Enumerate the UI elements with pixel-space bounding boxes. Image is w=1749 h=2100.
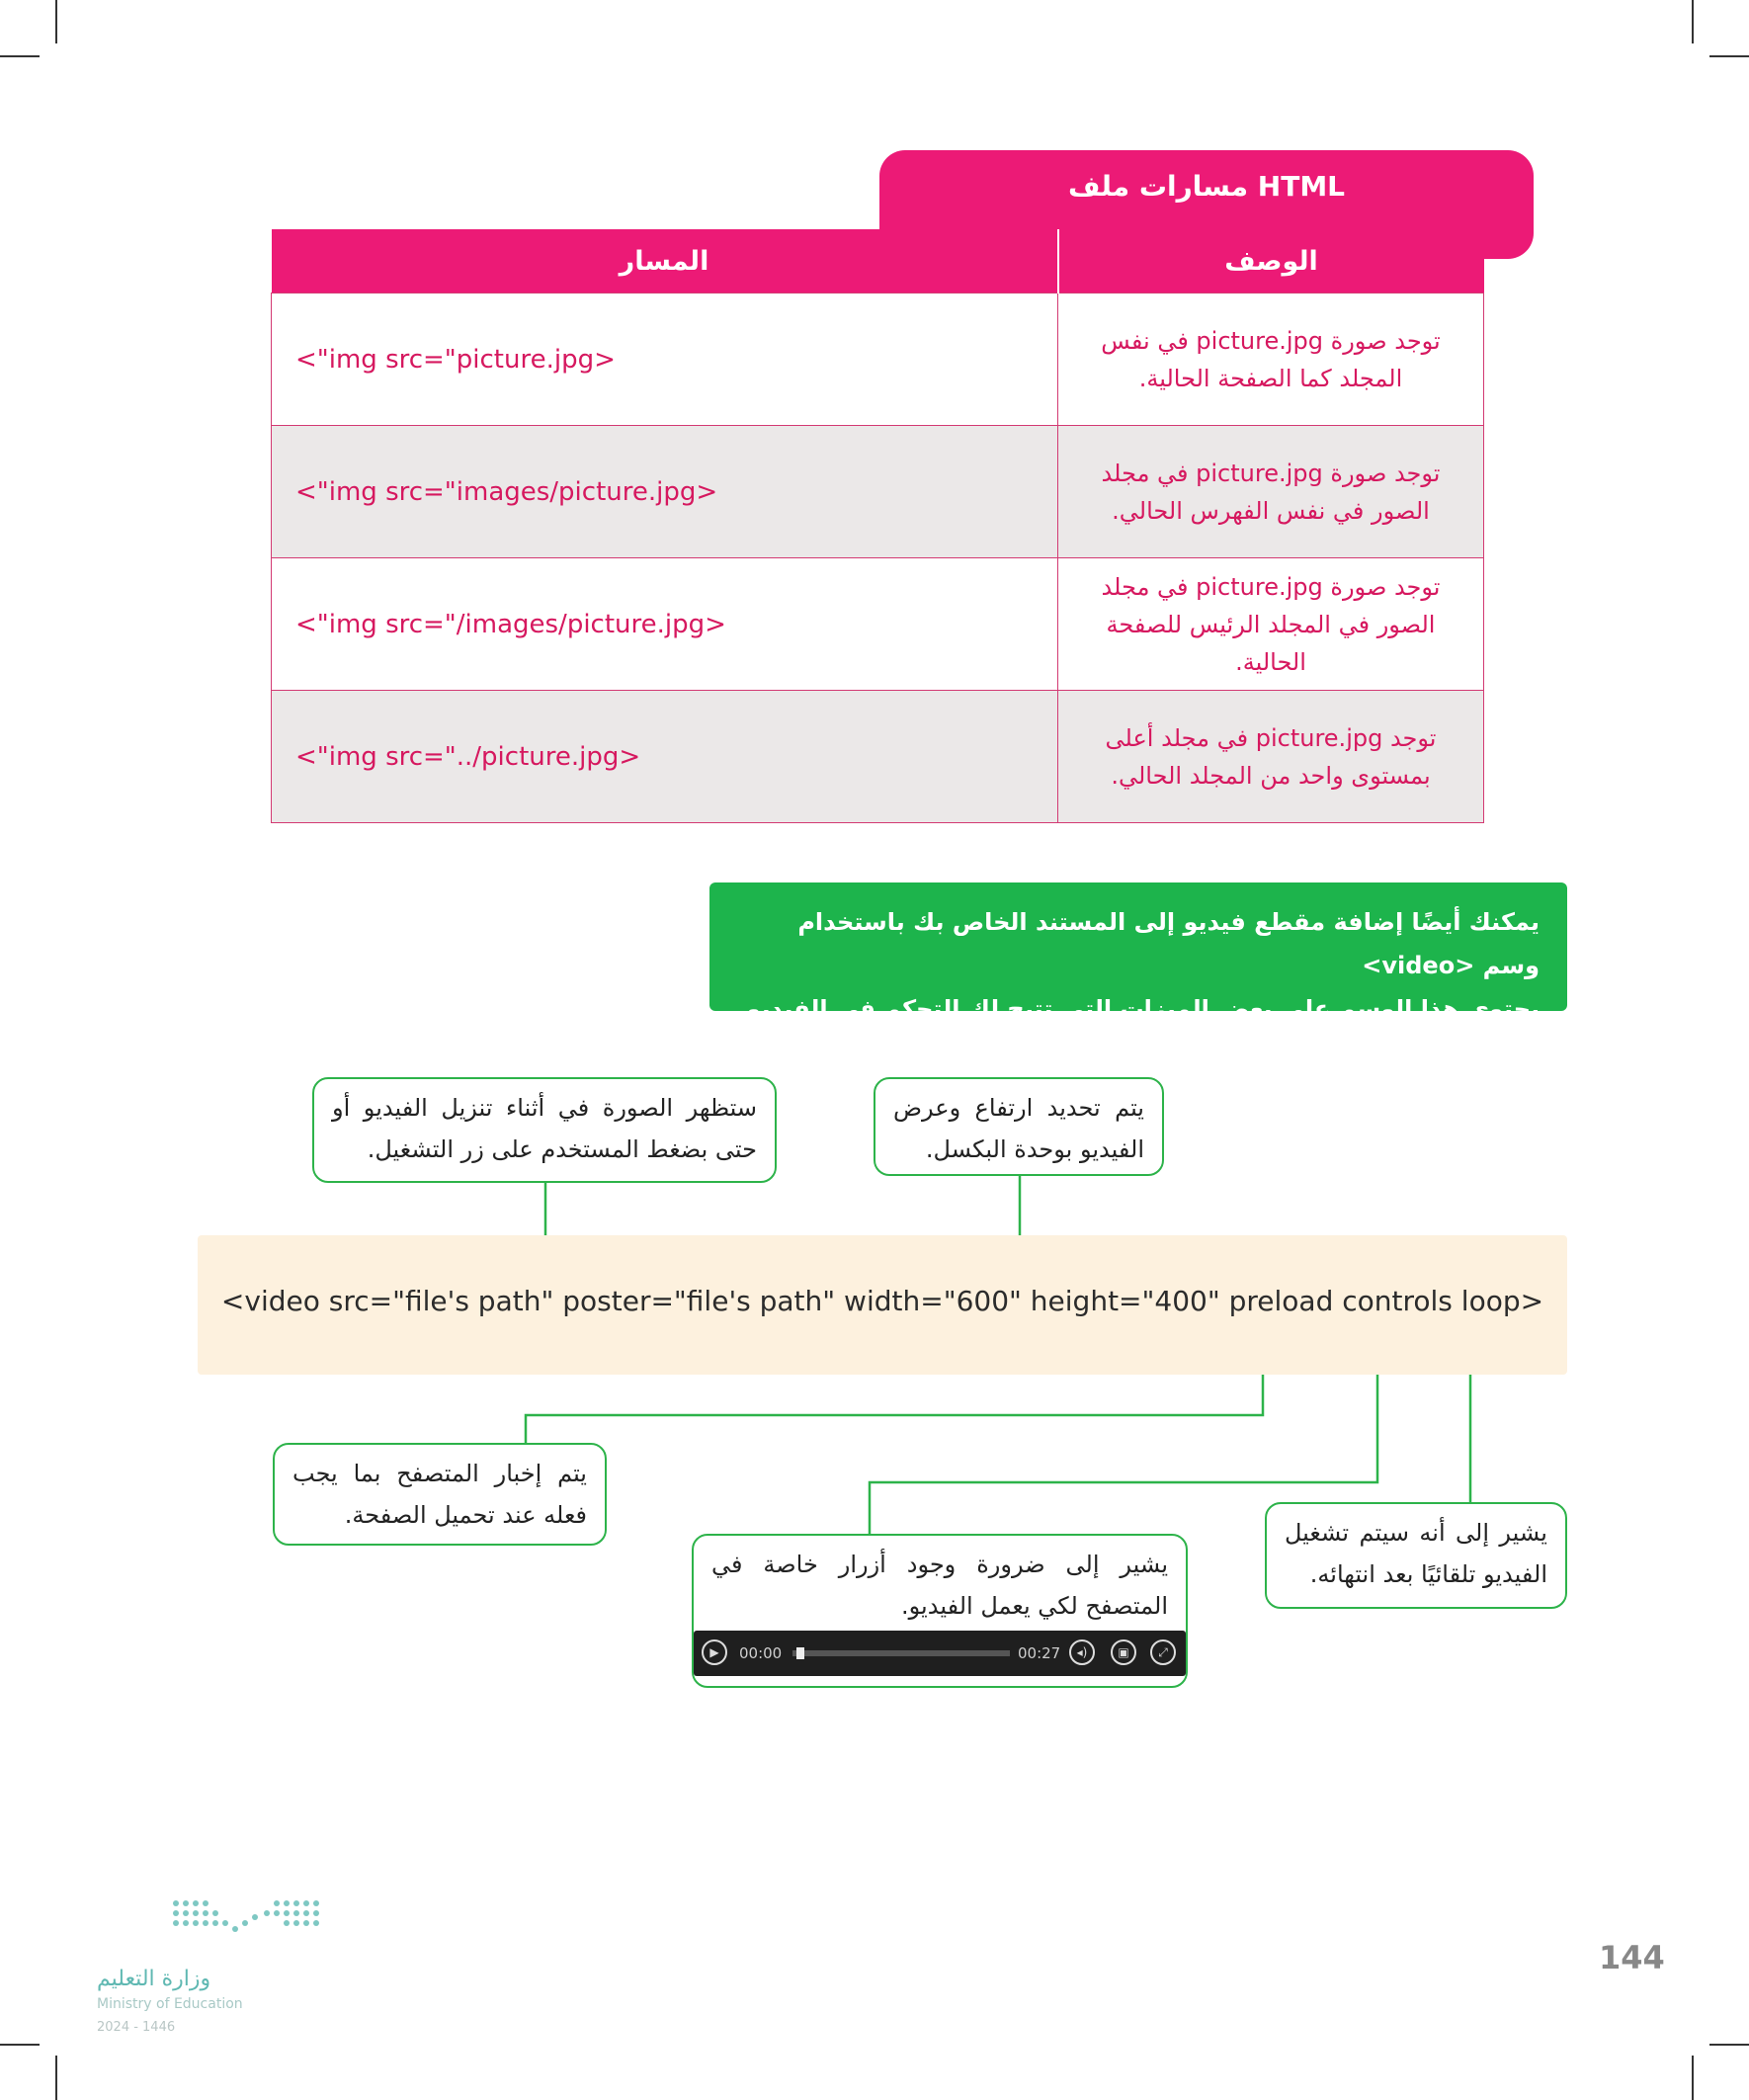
row-path: <"img src="../picture.jpg>: [272, 691, 1058, 823]
callout-controls-text: يشير إلى ضرورة وجود أزرار خاصة في المتصفح لكي يعمل الفيديو.: [711, 1551, 1168, 1620]
play-icon[interactable]: ▶: [702, 1639, 727, 1665]
callout-preload: [273, 1443, 607, 1546]
callout-preload-text: يتم إخبار المتصفح بما يجب فعله عند تحميل الصفحة.: [292, 1460, 587, 1529]
row-description: توجد picture.jpg في مجلد أعلى بمستوى واحد من المجلد الحالي.: [1058, 691, 1484, 823]
callout-size: [874, 1077, 1164, 1176]
ministry-name-en: Ministry of Education: [97, 1996, 243, 2012]
callout-loop-text: يشير إلى أنه سيتم تشغيل الفيديو تلقائيًا بعد انتهائه.: [1285, 1519, 1547, 1588]
ministry-year: 2024 - 1446: [97, 2020, 176, 2035]
row-description: توجد صورة picture.jpg في مجلد الصور في نفس الفهرس الحالي.: [1058, 426, 1484, 558]
current-time: 00:00: [739, 1644, 783, 1662]
page-number: 144: [1599, 1939, 1665, 1976]
video-player-controls: [694, 1631, 1186, 1676]
ministry-logo-icon: [168, 1895, 326, 1955]
row-description: توجد صورة picture.jpg في نفس المجلد كما الصفحة الحالية.: [1058, 294, 1484, 426]
table-title: مسارات ملف HTML: [1067, 170, 1346, 203]
row-path: <"img src="images/picture.jpg>: [272, 426, 1058, 558]
video-code-bar: [198, 1235, 1567, 1375]
fullscreen-icon[interactable]: ⤢: [1150, 1639, 1176, 1665]
progress-track[interactable]: [792, 1650, 1010, 1656]
volume-icon[interactable]: ◂): [1069, 1639, 1095, 1665]
note-line-1: يمكنك أيضًا إضافة مقطع فيديو إلى المستند الخاص بك باستخدام وسم <video>: [797, 908, 1540, 979]
progress-thumb[interactable]: [796, 1647, 804, 1659]
header-description: الوصف: [1058, 229, 1484, 294]
callout-poster-text: ستظهر الصورة في أثناء تنزيل الفيديو أو حتى بضغط المستخدم على زر التشغيل.: [332, 1094, 757, 1163]
row-path: <"img src="picture.jpg>: [272, 294, 1058, 426]
callout-loop: [1265, 1502, 1567, 1609]
ministry-name-ar: وزارة التعليم: [97, 1967, 211, 1991]
callout-size-text: يتم تحديد ارتفاع وعرض الفيديو بوحدة البكسل.: [893, 1094, 1144, 1163]
callout-poster: [312, 1077, 777, 1183]
pip-icon[interactable]: ▣: [1111, 1639, 1136, 1665]
note-line-2: يحتوي هذا الوسم على بعض الميزات التي تتيح لك التحكم في الفيديو.: [737, 995, 1540, 1023]
row-description: توجد صورة picture.jpg في مجلد الصور في المجلد الرئيس للصفحة الحالية.: [1058, 558, 1484, 691]
duration: 00:27: [1018, 1644, 1061, 1662]
header-path: المسار: [272, 229, 1058, 294]
video-code: <video src="file's path" poster="file's path" width="600" height="400" preload controls loop>: [220, 1285, 1544, 1317]
row-path: <"img src="/images/picture.jpg>: [272, 558, 1058, 691]
